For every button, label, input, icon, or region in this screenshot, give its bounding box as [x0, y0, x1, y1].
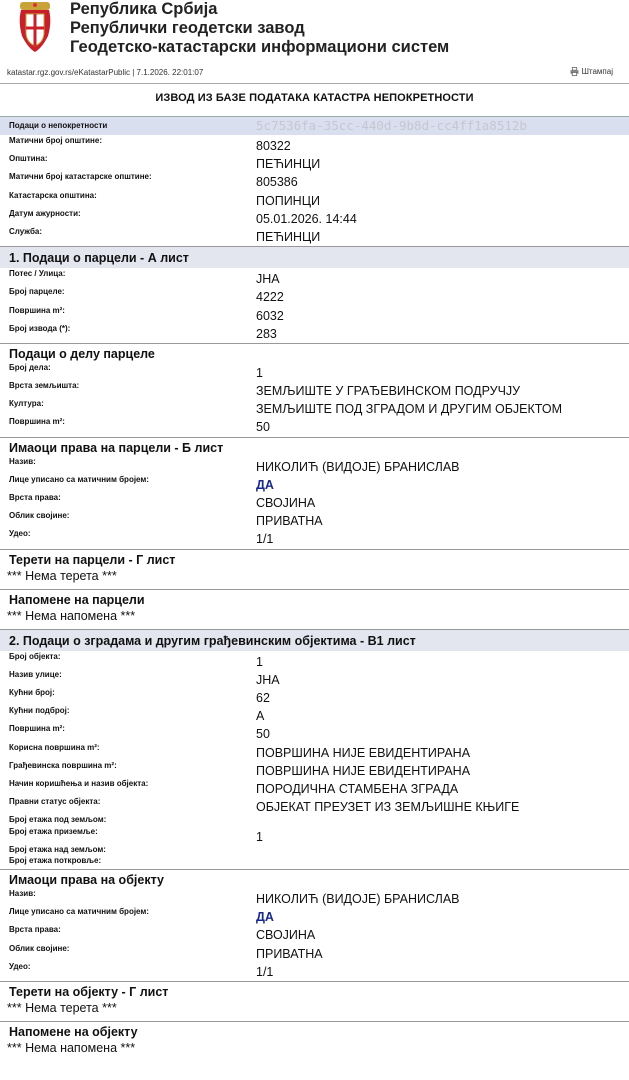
- field-row: [0, 492, 629, 510]
- property-uuid: 5c7536fa-35cc-440d-9b8d-cc4ff1a8512b: [256, 118, 527, 133]
- top-bar: [0, 66, 629, 84]
- header-agency: Републички геодетски завод: [70, 19, 305, 37]
- field-row: [0, 961, 629, 979]
- field-value: 80322: [256, 139, 291, 153]
- parcel-section-header: [0, 246, 629, 268]
- field-value: 1: [256, 829, 263, 844]
- header-country: Република Србија: [70, 0, 218, 18]
- field-value: ПОПИНЦИ: [256, 193, 320, 208]
- field-value: 283: [256, 326, 277, 341]
- field-value: ПЕЋИНЦИ: [256, 157, 321, 172]
- field-label: Потес / Улица:: [9, 269, 66, 279]
- field-value: 62: [256, 690, 270, 705]
- field-value: ПОРОДИЧНА СТАМБЕНА ЗГРАДА: [256, 781, 459, 796]
- field-row: [0, 855, 629, 867]
- field-label: Правни статус објекта:: [9, 797, 101, 807]
- field-row: [0, 651, 629, 669]
- field-label: Култура:: [9, 399, 44, 409]
- parcel-burdens-header: [0, 549, 629, 568]
- printer-icon: [570, 67, 579, 76]
- field-value: 1/1: [256, 532, 274, 547]
- field-row: [0, 135, 629, 153]
- building-burdens-header: [0, 981, 629, 1000]
- field-label: Грађевинска површина m²:: [9, 760, 117, 770]
- field-value: 05.01.2026. 14:44: [256, 211, 357, 226]
- field-value: ОБЈЕКАТ ПРЕУЗЕТ ИЗ ЗЕМЉИШНЕ КЊИГЕ: [256, 800, 520, 815]
- property-rows: [0, 135, 629, 244]
- field-row: [0, 268, 629, 286]
- field-label: Корисна површина m²:: [9, 742, 100, 752]
- field-row: [0, 226, 629, 244]
- field-label: Број извода (*):: [9, 323, 71, 333]
- parcel-notes-header: [0, 589, 629, 608]
- building-owners-rows: [0, 888, 629, 979]
- field-value: НИКОЛИЋ (ВИДОЈЕ) БРАНИСЛАВ: [256, 891, 460, 906]
- parcel-burdens-note: *** Нема терета ***: [7, 568, 117, 583]
- parcel-owners-rows: [0, 456, 629, 547]
- buildings-section-header: [0, 629, 629, 651]
- field-label: Матични број општине:: [9, 136, 102, 145]
- extract-content: [0, 116, 629, 1059]
- field-row: [0, 528, 629, 546]
- property-header: [0, 116, 629, 135]
- field-label: Општина:: [9, 154, 48, 164]
- field-row: [0, 171, 629, 189]
- field-label: Врста права:: [9, 493, 61, 502]
- parcel-part-rows: [0, 362, 629, 435]
- field-row: [0, 669, 629, 687]
- field-row: [0, 153, 629, 171]
- field-label: Врста земљишта:: [9, 381, 80, 391]
- parcel-owners-header: [0, 437, 629, 456]
- field-row: [0, 474, 629, 492]
- field-row: [0, 705, 629, 723]
- field-label: Лице уписано са матичним бројем:: [9, 907, 149, 917]
- field-row: [0, 888, 629, 906]
- parcel-part-title: Подаци о делу парцеле: [9, 346, 155, 361]
- parcel-part-header: [0, 343, 629, 362]
- field-row: [0, 723, 629, 741]
- field-value: ПОВРШИНА НИЈЕ ЕВИДЕНТИРАНА: [256, 745, 471, 760]
- field-value: 805386: [256, 175, 298, 190]
- field-label: Удео:: [9, 529, 31, 539]
- print-label: Штампај: [581, 67, 613, 76]
- field-label: Врста права:: [9, 925, 61, 935]
- field-value: СВОЈИНА: [256, 496, 316, 510]
- field-label: Број објекта:: [9, 651, 61, 661]
- field-row: [0, 510, 629, 528]
- field-label: Број етажа под земљом:: [9, 815, 107, 825]
- field-label: Катастарска општина:: [9, 190, 97, 200]
- building-owners-header: [0, 869, 629, 888]
- field-row: [0, 943, 629, 961]
- field-row: [0, 742, 629, 760]
- field-label: Кућни број:: [9, 687, 55, 697]
- field-row: [0, 456, 629, 474]
- field-value: ПРИВАТНА: [256, 946, 323, 961]
- field-label: Начин коришћења и назив објекта:: [9, 778, 149, 788]
- field-row: [0, 760, 629, 778]
- parcel-burdens-title: Терети на парцели - Г лист: [9, 552, 176, 567]
- field-value: 1: [256, 365, 263, 380]
- parcel-notes-note: *** Нема напомена ***: [7, 608, 136, 623]
- header-system: Геодетско-катастарски информациони систем: [70, 38, 450, 56]
- field-label: Кућни подброј:: [9, 706, 70, 716]
- building-notes-header: [0, 1021, 629, 1040]
- field-value: ЈНА: [256, 272, 280, 287]
- buildings-section-title: 2. Подаци о зградама и другим грађевинским објектима - В1 лист: [9, 633, 416, 648]
- field-row: [0, 844, 629, 856]
- field-row: [0, 362, 629, 380]
- print-button[interactable]: [570, 67, 613, 76]
- field-value: ПЕЋИНЦИ: [256, 229, 321, 244]
- field-label: Служба:: [9, 226, 43, 236]
- field-row: [0, 380, 629, 398]
- field-label: Лице уписано са матичним бројем:: [9, 474, 149, 484]
- field-value: ДА: [256, 477, 274, 492]
- property-label: Подаци о непокретности: [9, 121, 108, 130]
- field-label: Облик својине:: [9, 511, 70, 521]
- field-row: [0, 778, 629, 796]
- field-value: ЗЕМЉИШТЕ У ГРАЂЕВИНСКОМ ПОДРУЧЈУ: [256, 384, 521, 399]
- field-value: ЗЕМЉИШТЕ ПОД ЗГРАДОМ И ДРУГИМ ОБЈЕКТОМ: [256, 402, 562, 417]
- field-row: [0, 208, 629, 226]
- building-notes-note: *** Нема напомена ***: [7, 1040, 136, 1055]
- field-label: Број етажа поткровље:: [9, 856, 102, 866]
- field-label: Назив улице:: [9, 669, 62, 679]
- field-row: [0, 814, 629, 826]
- building-notes-title: Напомене на објекту: [9, 1024, 138, 1039]
- parcel-rows: [0, 268, 629, 341]
- field-label: Број дела:: [9, 362, 51, 372]
- field-label: Удео:: [9, 961, 31, 971]
- field-row: [0, 305, 629, 323]
- field-row: [0, 323, 629, 341]
- field-label: Број парцеле:: [9, 287, 65, 297]
- field-value: А: [256, 709, 265, 724]
- field-value: ЈНА: [256, 672, 280, 687]
- serbia-coat-of-arms-icon: [18, 2, 52, 54]
- page-header: [0, 0, 629, 62]
- field-value: 4222: [256, 290, 284, 305]
- field-label: Матични број катастарске општине:: [9, 172, 152, 182]
- field-row: [0, 906, 629, 924]
- field-label: Датум ажурности:: [9, 208, 81, 218]
- field-row: [0, 416, 629, 434]
- field-value: 50: [256, 420, 270, 435]
- field-row: [0, 286, 629, 304]
- field-row: [0, 190, 629, 208]
- field-value: НИКОЛИЋ (ВИДОЈЕ) БРАНИСЛАВ: [256, 459, 460, 474]
- field-row: [0, 826, 629, 844]
- field-label: Назив:: [9, 456, 36, 466]
- field-label: Број етажа над земљом:: [9, 844, 106, 854]
- parcel-notes-title: Напомене на парцели: [9, 592, 145, 607]
- field-row: [0, 924, 629, 942]
- field-value: ПОВРШИНА НИЈЕ ЕВИДЕНТИРАНА: [256, 763, 471, 778]
- field-value: 1/1: [256, 964, 274, 979]
- document-title: ИЗВОД ИЗ БАЗЕ ПОДАТАКА КАТАСТРА НЕПОКРЕТНОСТИ: [155, 92, 474, 104]
- buildings-rows: [0, 651, 629, 867]
- field-value: ДА: [256, 910, 274, 925]
- field-value: 6032: [256, 308, 284, 323]
- field-value: 50: [256, 727, 270, 742]
- field-label: Површина m²:: [9, 724, 65, 734]
- field-label: Број етажа приземље:: [9, 826, 98, 836]
- building-burdens-title: Терети на објекту - Г лист: [9, 984, 169, 999]
- field-label: Назив:: [9, 888, 36, 898]
- building-burdens-note: *** Нема терета ***: [7, 1000, 117, 1015]
- parcel-owners-title: Имаоци права на парцели - Б лист: [9, 440, 224, 455]
- field-row: [0, 687, 629, 705]
- field-label: Површина m²:: [9, 305, 65, 315]
- url-timestamp: katastar.rgz.gov.rs/eKatastarPublic | 7.1.2026. 22:01:07: [7, 68, 204, 77]
- building-owners-title: Имаоци права на објекту: [9, 872, 164, 887]
- field-value: СВОЈИНА: [256, 928, 316, 943]
- field-value: 1: [256, 654, 263, 669]
- field-row: [0, 398, 629, 416]
- field-label: Облик својине:: [9, 943, 70, 953]
- field-label: Површина m²:: [9, 417, 65, 427]
- field-row: [0, 796, 629, 814]
- parcel-section-title: 1. Подаци о парцели - А лист: [9, 251, 189, 266]
- field-value: ПРИВАТНА: [256, 514, 323, 529]
